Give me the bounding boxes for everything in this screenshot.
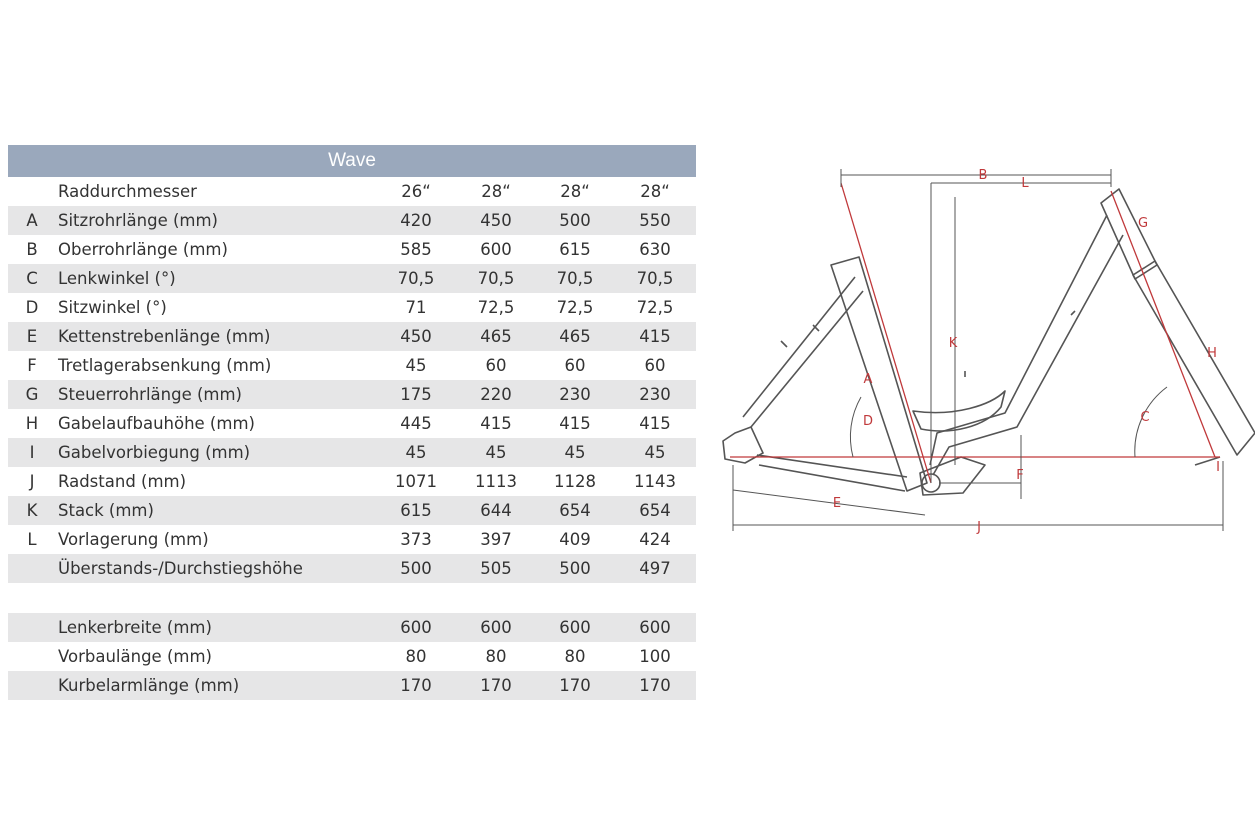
row-value: 60	[485, 356, 507, 375]
row-letter: F	[27, 356, 37, 375]
row-value: 654	[559, 501, 591, 520]
table-row	[8, 642, 696, 671]
row-value: 1113	[475, 472, 517, 491]
label-j: J	[977, 520, 981, 535]
row-value: 654	[639, 501, 671, 520]
row-value: 45	[485, 443, 507, 462]
table-row	[8, 496, 696, 525]
row-value: 600	[639, 618, 671, 637]
row-value: 1071	[395, 472, 437, 491]
table-spacer	[8, 583, 696, 613]
row-label: Kettenstrebenlänge (mm)	[58, 327, 271, 346]
row-label: Sitzrohrlänge (mm)	[58, 211, 218, 230]
row-value: 500	[559, 211, 591, 230]
label-l: L	[1021, 176, 1029, 191]
row-letter: K	[26, 501, 38, 520]
row-value: 100	[639, 647, 671, 666]
row-value: 60	[564, 356, 586, 375]
table-row	[8, 467, 696, 496]
row-value: 420	[400, 211, 432, 230]
table-row	[8, 409, 696, 438]
row-letter: B	[26, 240, 38, 259]
row-letter: J	[29, 472, 35, 491]
row-value: 500	[400, 559, 432, 578]
row-value: 72,5	[477, 298, 515, 317]
table-row	[8, 525, 696, 554]
row-label: Radstand (mm)	[58, 472, 187, 491]
label-k: K	[948, 336, 958, 351]
row-value: 60	[644, 356, 666, 375]
row-value: 465	[559, 327, 591, 346]
row-value: 1128	[554, 472, 596, 491]
label-g: G	[1137, 216, 1149, 231]
row-letter: A	[26, 211, 38, 230]
row-value: 170	[480, 676, 512, 695]
label-e: E	[832, 496, 842, 511]
label-i: I	[1216, 460, 1220, 475]
row-value: 409	[559, 530, 591, 549]
row-value: 70,5	[397, 269, 435, 288]
table-row	[8, 438, 696, 467]
table-body	[8, 177, 696, 700]
row-label: Tretlagerabsenkung (mm)	[58, 356, 272, 375]
row-value: 450	[400, 327, 432, 346]
row-value: 70,5	[477, 269, 515, 288]
table-row	[8, 351, 696, 380]
row-value: 600	[480, 618, 512, 637]
row-value: 45	[644, 443, 666, 462]
row-label: Stack (mm)	[58, 501, 154, 520]
down-tube-lower	[933, 235, 1123, 475]
row-label: Vorlagerung (mm)	[58, 530, 209, 549]
row-label: Sitzwinkel (°)	[58, 298, 167, 317]
row-label: Vorbaulänge (mm)	[58, 647, 212, 666]
row-label: Überstands-/Durchstiegshöhe	[58, 559, 303, 578]
seat-stay-upper	[743, 277, 855, 417]
row-value: 585	[400, 240, 432, 259]
row-value: 72,5	[556, 298, 594, 317]
label-d: D	[862, 414, 874, 429]
row-value: 230	[639, 385, 671, 404]
chain-stay-lower	[759, 465, 905, 491]
row-value: 170	[559, 676, 591, 695]
row-letter: G	[25, 385, 39, 404]
seat-stay-lower	[751, 291, 863, 427]
row-value: 500	[559, 559, 591, 578]
table-row	[8, 613, 696, 642]
row-value: 80	[405, 647, 427, 666]
row-value: 600	[480, 240, 512, 259]
row-value: 28“	[560, 182, 590, 201]
label-c: C	[1140, 410, 1150, 425]
fork	[1133, 261, 1255, 455]
row-value: 373	[400, 530, 432, 549]
row-letter: I	[29, 443, 35, 462]
row-label: Steuerrohrlänge (mm)	[58, 385, 242, 404]
table-row	[8, 264, 696, 293]
row-value: 505	[480, 559, 512, 578]
row-value: 175	[400, 385, 432, 404]
measure-line-e	[733, 490, 925, 515]
row-value: 72,5	[636, 298, 674, 317]
row-label: Oberrohrlänge (mm)	[58, 240, 228, 259]
row-value: 415	[559, 414, 591, 433]
chain-stay-upper	[757, 455, 907, 477]
geometry-table	[8, 145, 696, 700]
row-value: 45	[405, 443, 427, 462]
row-label: Gabelaufbauhöhe (mm)	[58, 414, 255, 433]
row-value: 415	[639, 414, 671, 433]
table-row	[8, 380, 696, 409]
row-value: 550	[639, 211, 671, 230]
row-label: Kurbelarmlänge (mm)	[58, 676, 240, 695]
row-letter: H	[25, 414, 39, 433]
row-value: 415	[639, 327, 671, 346]
measure-arc-d	[850, 397, 861, 457]
row-value: 465	[480, 327, 512, 346]
row-label: Raddurchmesser	[58, 182, 197, 201]
row-value: 600	[400, 618, 432, 637]
row-value: 424	[639, 530, 671, 549]
row-value: 45	[405, 356, 427, 375]
row-value: 1143	[634, 472, 676, 491]
table-row	[8, 554, 696, 583]
row-value: 600	[559, 618, 591, 637]
table-row	[8, 322, 696, 351]
row-value: 445	[400, 414, 432, 433]
table-row	[8, 235, 696, 264]
row-value: 644	[480, 501, 512, 520]
down-tube-brace	[913, 391, 1005, 431]
row-label: Lenkwinkel (°)	[58, 269, 176, 288]
row-value: 615	[559, 240, 591, 259]
row-value: 450	[480, 211, 512, 230]
table-row	[8, 177, 696, 206]
label-h: H	[1207, 346, 1217, 361]
row-value: 630	[639, 240, 671, 259]
row-value: 497	[639, 559, 671, 578]
table-title: Wave	[8, 145, 696, 177]
row-value: 28“	[481, 182, 511, 201]
row-value: 70,5	[556, 269, 594, 288]
label-b: B	[978, 168, 988, 183]
row-value: 397	[480, 530, 512, 549]
table-row	[8, 671, 696, 700]
row-value: 220	[480, 385, 512, 404]
table-row	[8, 206, 696, 235]
row-value: 80	[485, 647, 507, 666]
row-letter: E	[26, 327, 38, 346]
table-row	[8, 293, 696, 322]
measure-line-h	[1111, 191, 1215, 457]
frame-geometry-diagram	[715, 165, 1255, 545]
row-value: 71	[405, 298, 427, 317]
seat-tube	[831, 257, 927, 491]
row-label: Lenkerbreite (mm)	[58, 618, 212, 637]
row-letter: C	[26, 269, 38, 288]
row-value: 26“	[401, 182, 431, 201]
label-f: F	[1016, 468, 1024, 483]
row-value: 615	[400, 501, 432, 520]
label-a: A	[863, 372, 873, 387]
row-value: 415	[480, 414, 512, 433]
row-value: 45	[564, 443, 586, 462]
row-value: 80	[564, 647, 586, 666]
row-value: 170	[639, 676, 671, 695]
row-label: Gabelvorbiegung (mm)	[58, 443, 251, 462]
row-value: 28“	[640, 182, 670, 201]
row-value: 70,5	[636, 269, 674, 288]
row-value: 170	[400, 676, 432, 695]
row-letter: D	[25, 298, 39, 317]
row-letter: L	[27, 530, 37, 549]
row-value: 230	[559, 385, 591, 404]
